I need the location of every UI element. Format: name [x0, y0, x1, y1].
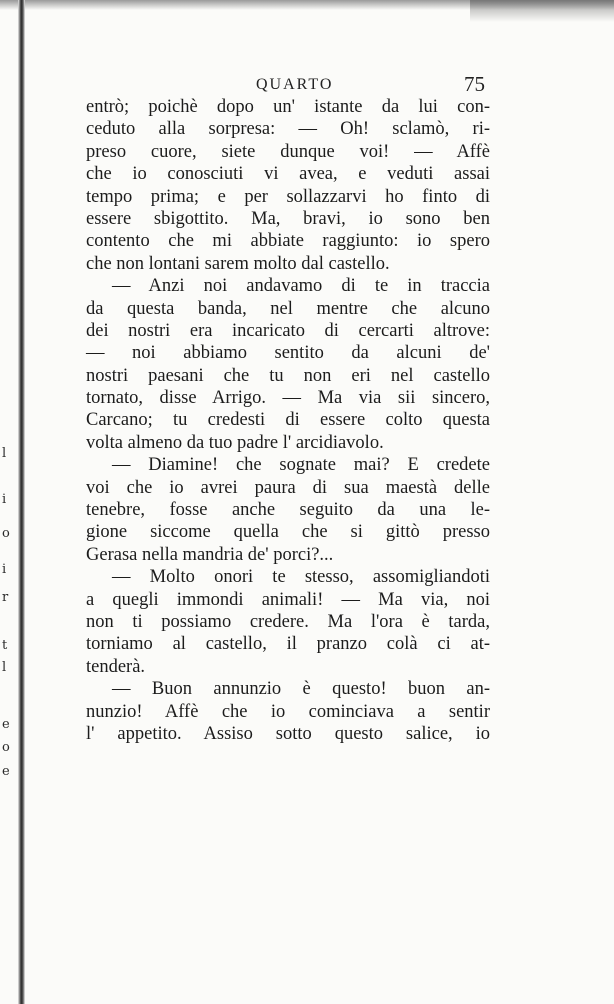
text-line: entrò; poichè dopo un' istante da lui con- [86, 97, 490, 117]
text-line: a quegli immondi animali! — Ma via, noi [86, 589, 490, 610]
text-line: che io conosciuti vi avea, e veduti assai [86, 164, 490, 185]
text-line: tornato, disse Arrigo. — Ma via sii sincero, [86, 388, 490, 409]
text-line: nunzio! Affè che io cominciava a sentir [86, 701, 490, 722]
text-line: non ti possiamo credere. Ma l'ora è tarda, [86, 611, 490, 632]
margin-mark: l [2, 660, 7, 675]
text-line: voi che io avrei paura di sua maestà delle [86, 477, 490, 498]
margin-mark: l [2, 446, 7, 461]
text-line: Carcano; tu credesti di essere colto questa [86, 410, 490, 431]
running-head: QUARTO [256, 76, 334, 93]
text-line: tempo prima; e per sollazzarvi ho finto di [86, 186, 490, 207]
text-line: l' appetito. Assiso sotto questo salice, io [86, 723, 490, 744]
margin-mark: r [2, 590, 9, 605]
text-line: — Diamine! che sognate mai? E credete [112, 455, 490, 476]
left-margin-bleed [0, 0, 16, 1004]
margin-mark: i [2, 562, 7, 577]
gutter-binding-shadow [18, 0, 25, 1004]
text-line: contento che mi abbiate raggiunto: io spero [86, 231, 490, 252]
text-line: gione siccome quella che si gittò presso [86, 522, 490, 543]
text-line: preso cuore, siete dunque voi! — Affè [86, 141, 490, 162]
text-line: dei nostri era incaricato di cercarti altrove: [86, 320, 490, 341]
text-line: volta almeno da tuo padre l' arcidiavolo. [86, 432, 384, 453]
margin-mark: e [2, 717, 10, 732]
text-line: essere sbigottito. Ma, bravi, io sono ben [86, 208, 490, 229]
text-line: ceduto alla sorpresa: — Oh! sclamò, ri- [86, 119, 490, 140]
body-text [86, 96, 490, 745]
text-line: che non lontani sarem molto dal castello. [86, 253, 390, 274]
text-line: torniamo al castello, il pranzo colà ci at- [86, 634, 490, 655]
text-line: tenebre, fosse anche seguito da una le- [86, 500, 490, 521]
text-line: — Anzi noi andavamo di te in traccia [112, 276, 490, 297]
text-line: da questa banda, nel mentre che alcuno [86, 298, 490, 319]
text-line: Gerasa nella mandria de' porci?... [86, 544, 334, 565]
text-line: tenderà. [86, 656, 146, 677]
margin-mark: t [2, 638, 8, 653]
top-corner-shadow [470, 0, 614, 22]
margin-mark: i [2, 492, 7, 507]
margin-mark: e [2, 764, 10, 779]
text-line: nostri paesani che tu non eri nel castello [86, 365, 490, 386]
margin-mark: o [2, 740, 10, 755]
page-header [60, 72, 500, 98]
text-line: — noi abbiamo sentito da alcuni de' [86, 343, 490, 364]
page-number: 75 [464, 72, 485, 96]
margin-mark: o [2, 526, 10, 541]
text-line: — Buon annunzio è questo! buon an- [112, 679, 490, 700]
text-line: — Molto onori te stesso, assomigliandoti [112, 567, 490, 588]
